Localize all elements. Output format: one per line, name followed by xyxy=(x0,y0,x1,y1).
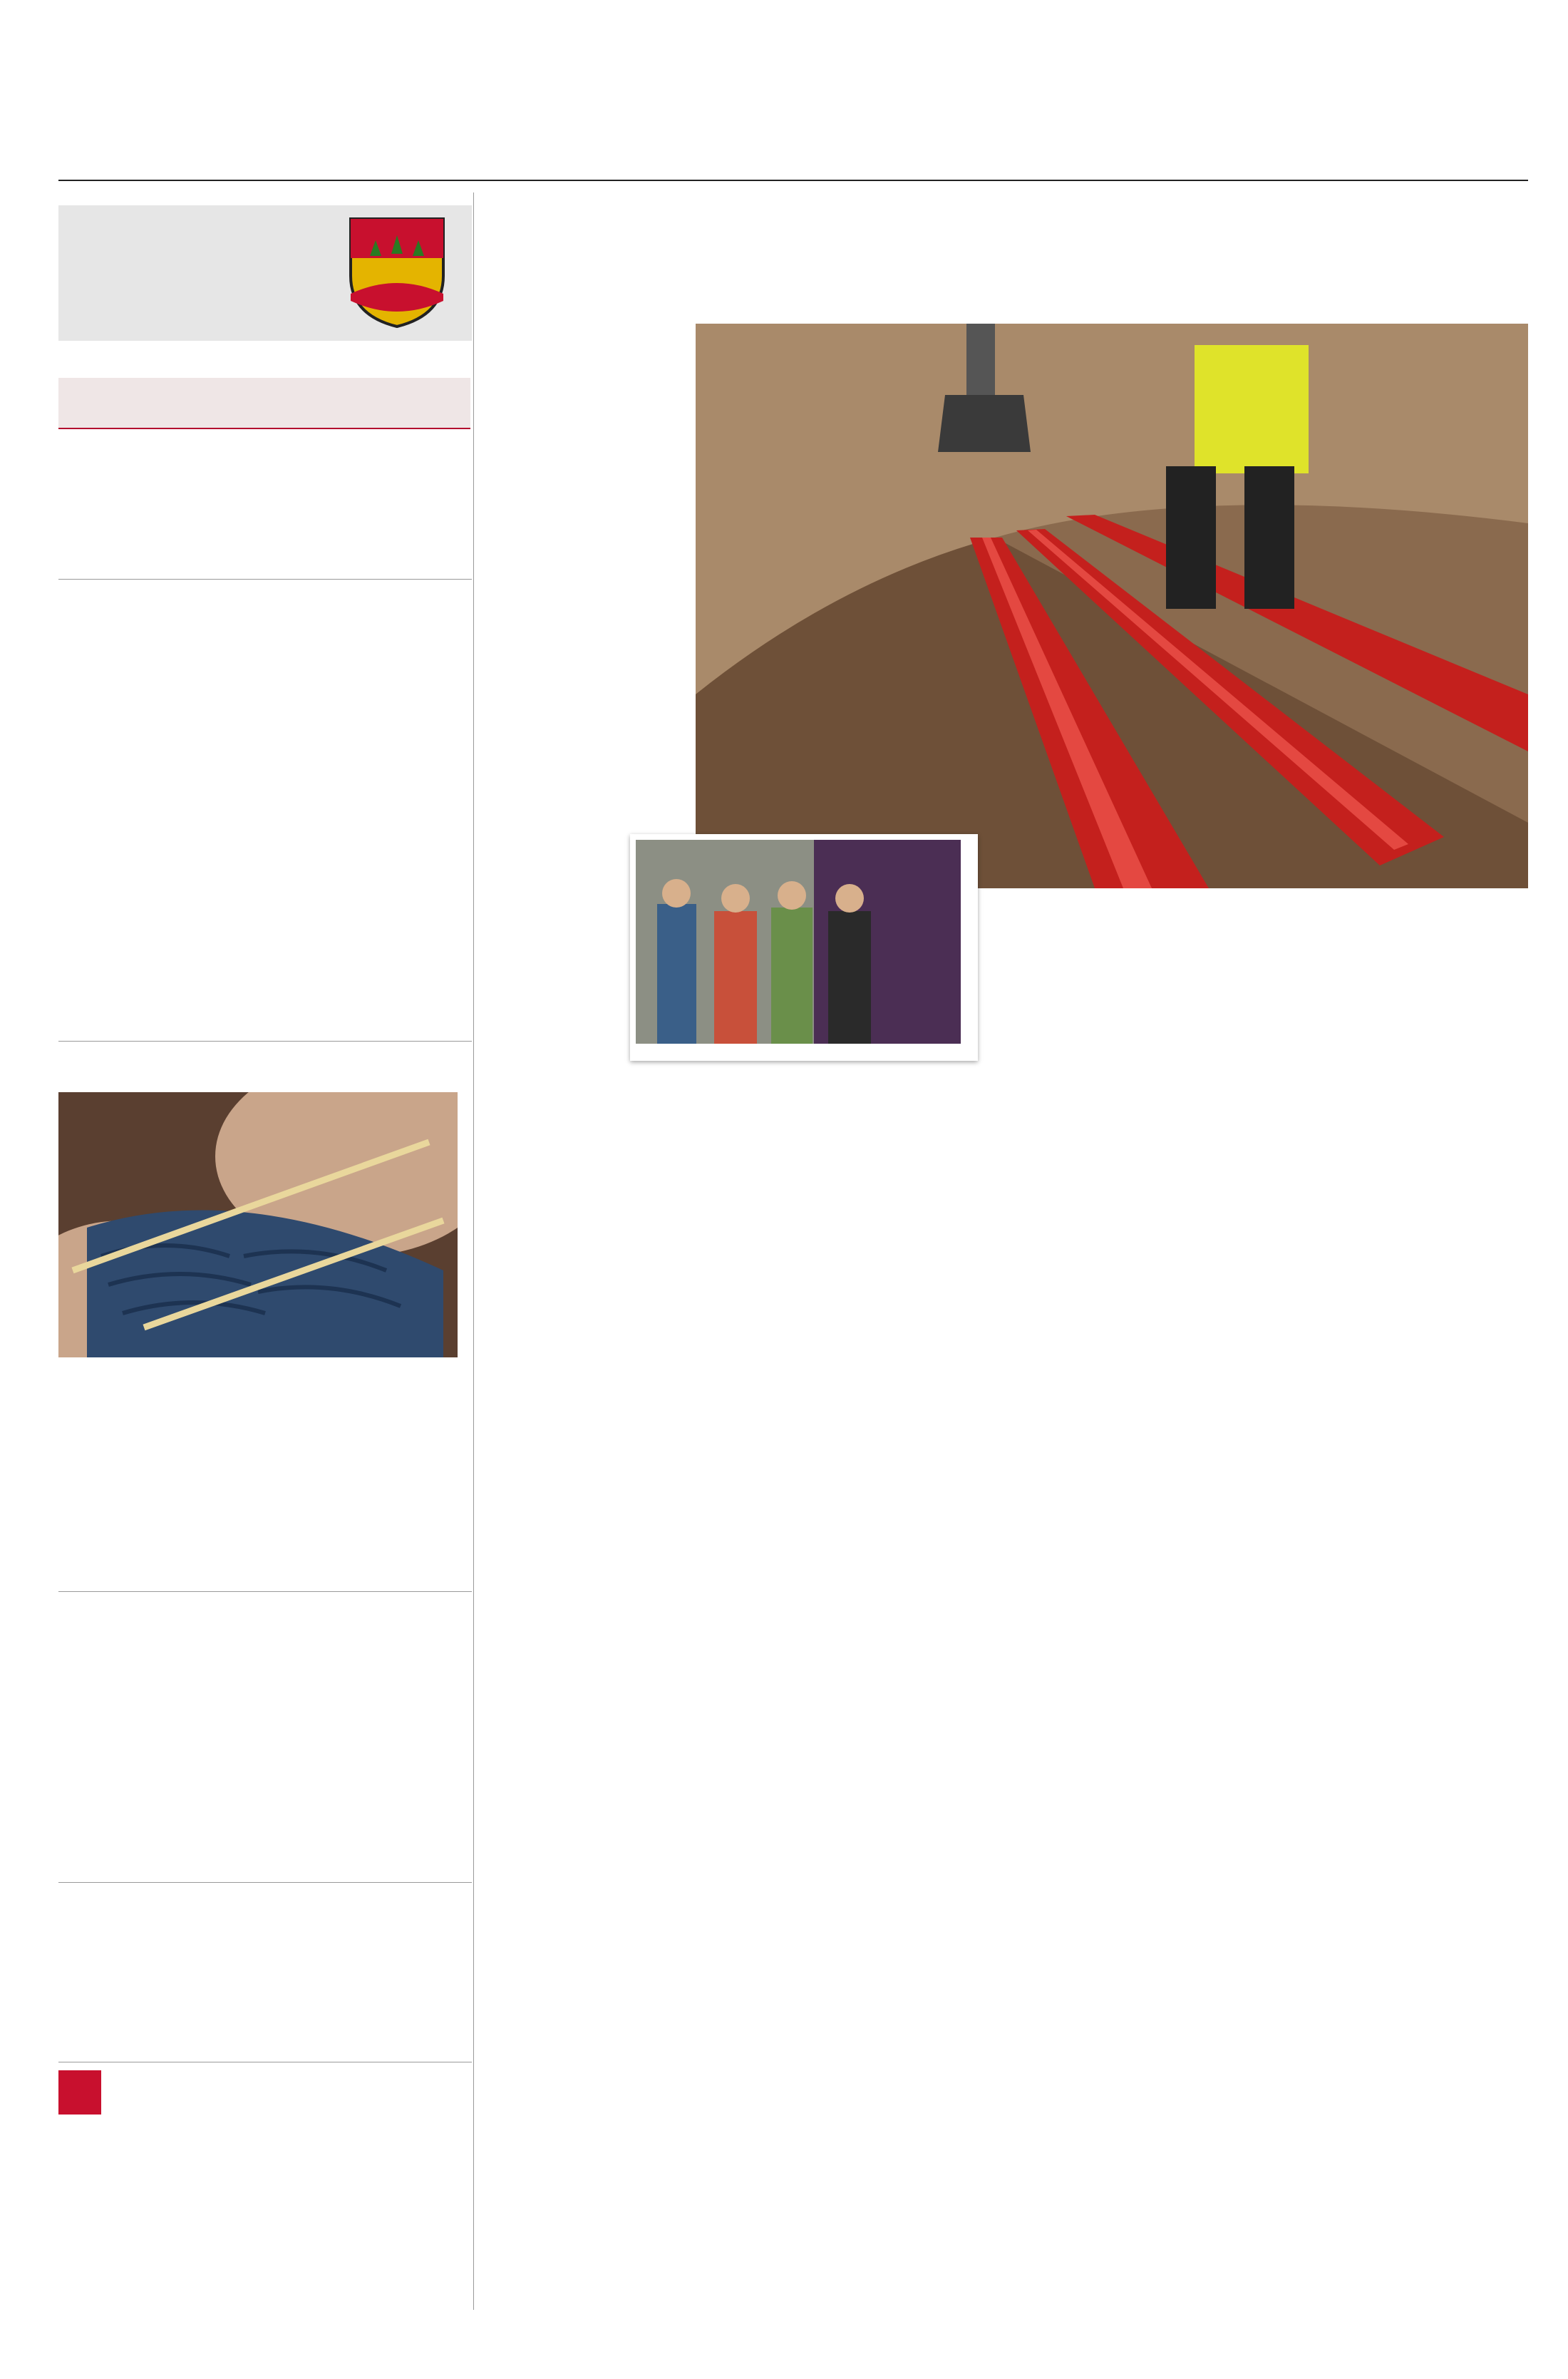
coat-of-arms-icon xyxy=(347,215,447,329)
divider xyxy=(58,1041,472,1042)
stricken-article xyxy=(58,1419,472,1586)
news-label-box xyxy=(58,378,470,429)
knitting-photo xyxy=(58,1092,458,1357)
lead-column-2 xyxy=(971,964,1106,1106)
divider xyxy=(58,579,472,580)
header-rule xyxy=(58,180,1528,181)
rathaus-article xyxy=(58,479,472,572)
divider xyxy=(58,1882,472,1883)
baby-article xyxy=(58,1640,472,1875)
publisher-logo xyxy=(58,2070,101,2115)
lead-column-1 xyxy=(482,366,683,1507)
radtour-article xyxy=(58,631,472,1034)
column-separator xyxy=(473,192,474,2310)
singkreis-article xyxy=(58,1932,472,2060)
cable-trench-photo xyxy=(696,324,1528,888)
divider xyxy=(58,1591,472,1592)
town-box xyxy=(58,205,472,341)
